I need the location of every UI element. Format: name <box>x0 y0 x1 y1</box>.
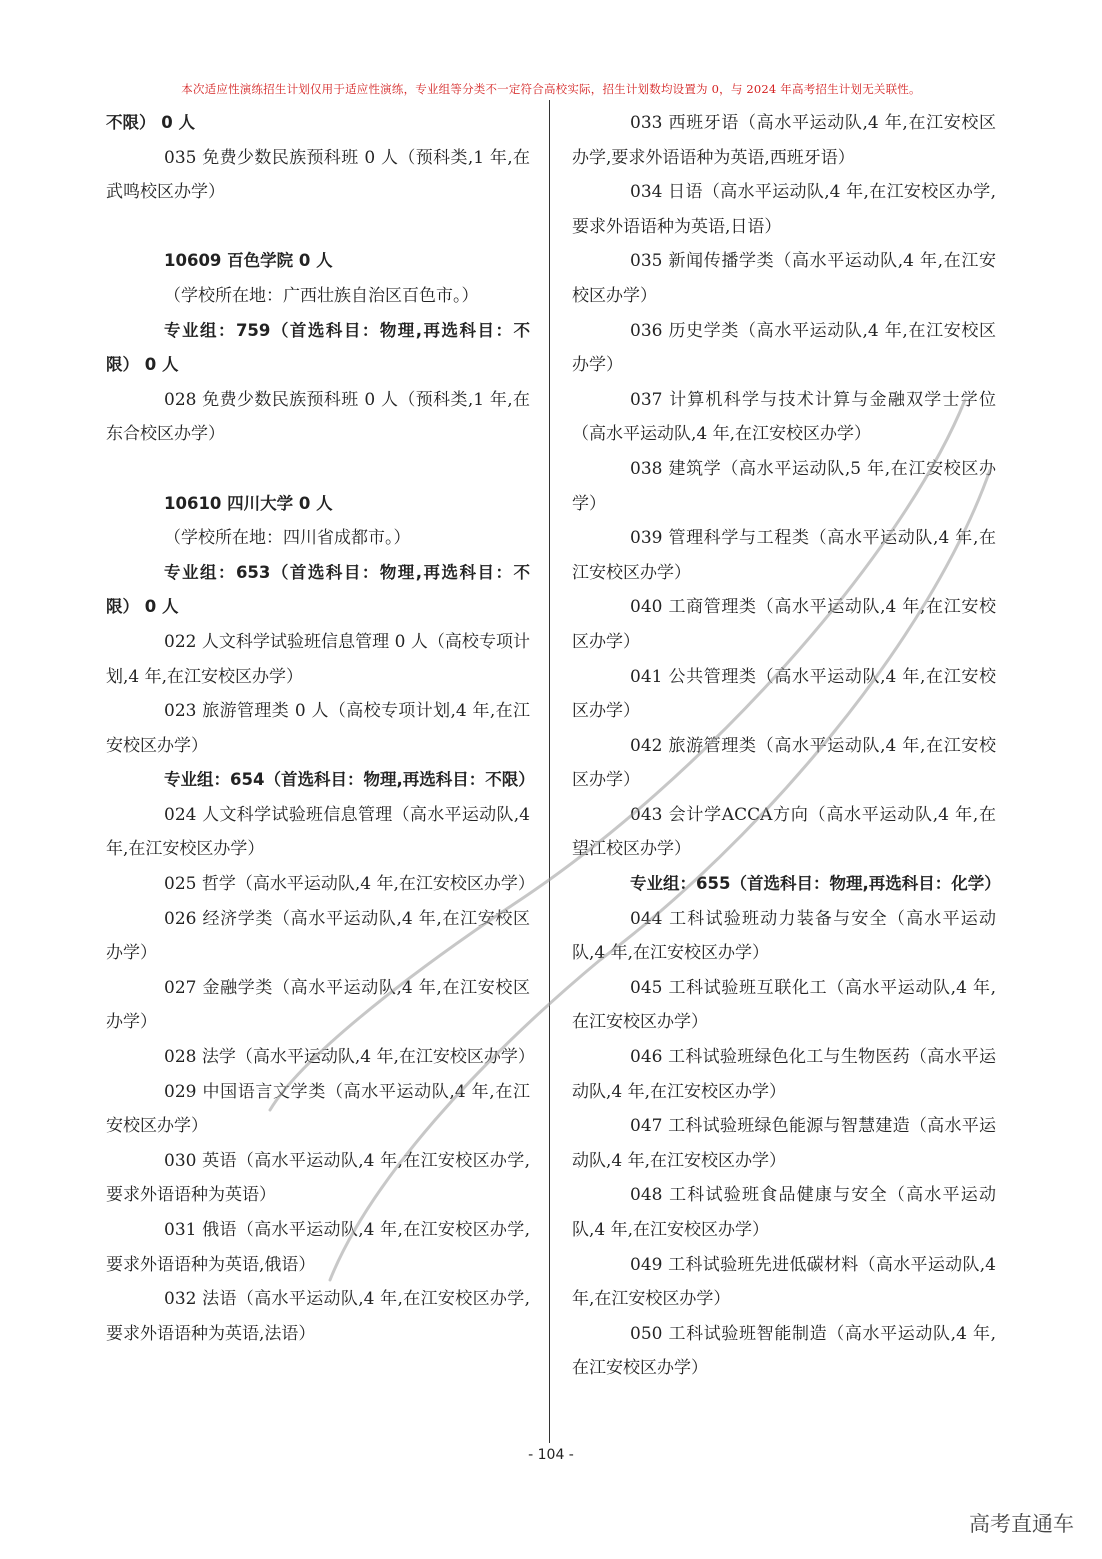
entry-paragraph: 047 工科试验班绿色能源与智慧建造（高水平运动队,4 年,在江安校区办学） <box>572 1116 996 1171</box>
entry-paragraph: （学校所在地：广西壮族自治区百色市。） <box>164 285 479 306</box>
column-divider <box>549 100 550 1443</box>
entry-paragraph: 024 人文科学试验班信息管理（高水平运动队,4 年,在江安校区办学） <box>106 804 530 860</box>
entry-paragraph: 039 管理科学与工程类（高水平运动队,4 年,在江安校区办学） <box>572 528 996 583</box>
entry-paragraph: 029 中国语言文学类（高水平运动队,4 年,在江安校区办学） <box>106 1081 530 1137</box>
spacer <box>106 452 530 487</box>
spacer <box>106 210 530 245</box>
entry-paragraph: 028 免费少数民族预科班 0 人（预科类,1 年,在东合校区办学） <box>106 389 530 445</box>
entry-paragraph: 033 西班牙语（高水平运动队,4 年,在江安校区办学,要求外语语种为英语,西班牙语） <box>572 113 996 168</box>
entry-paragraph: 044 工科试验班动力装备与安全（高水平运动队,4 年,在江安校区办学） <box>572 908 996 964</box>
entry-paragraph: 040 工商管理类（高水平运动队,4 年,在江安校区办学） <box>572 597 996 652</box>
entry-paragraph: 048 工科试验班食品健康与安全（高水平运动队,4 年,在江安校区办学） <box>572 1185 996 1240</box>
section-heading: 专业组：653（首选科目：物理,再选科目：不限） 0 人 <box>106 562 530 617</box>
section-heading: 专业组：655（首选科目：物理,再选科目：化学） <box>630 874 1001 894</box>
entry-paragraph: 023 旅游管理类 0 人（高校专项计划,4 年,在江安校区办学） <box>106 701 530 756</box>
entry-paragraph: 049 工科试验班先进低碳材料（高水平运动队,4 年,在江安校区办学） <box>572 1254 996 1310</box>
section-heading: 专业组：759（首选科目：物理,再选科目：不限） 0 人 <box>106 320 530 375</box>
entry-paragraph: 030 英语（高水平运动队,4 年,在江安校区办学,要求外语语种为英语） <box>106 1150 530 1206</box>
section-heading: 专业组：654（首选科目：物理,再选科目：不限） <box>164 770 535 790</box>
entry-paragraph: 041 公共管理类（高水平运动队,4 年,在江安校区办学） <box>572 666 996 722</box>
entry-paragraph: 036 历史学类（高水平运动队,4 年,在江安校区办学） <box>572 320 996 376</box>
entry-paragraph: 031 俄语（高水平运动队,4 年,在江安校区办学,要求外语语种为英语,俄语） <box>106 1220 530 1275</box>
entry-paragraph: 035 免费少数民族预科班 0 人（预科类,1 年,在武鸣校区办学） <box>106 147 530 203</box>
entry-paragraph: 025 哲学（高水平运动队,4 年,在江安校区办学） <box>164 874 535 895</box>
left-column <box>106 106 535 1351</box>
section-heading: 10609 百色学院 0 人 <box>164 251 333 271</box>
entry-paragraph: 042 旅游管理类（高水平运动队,4 年,在江安校区办学） <box>572 735 996 791</box>
entry-paragraph: 022 人文科学试验班信息管理 0 人（高校专项计划,4 年,在江安校区办学） <box>106 631 530 687</box>
entry-paragraph: 035 新闻传播学类（高水平运动队,4 年,在江安校区办学） <box>572 251 996 306</box>
right-column <box>572 106 1001 1386</box>
entry-paragraph: 046 工科试验班绿色化工与生物医药（高水平运动队,4 年,在江安校区办学） <box>572 1047 996 1102</box>
brand-label: 高考直通车 <box>969 1512 1074 1536</box>
entry-paragraph: （学校所在地：四川省成都市。） <box>164 528 411 549</box>
entry-paragraph: 038 建筑学（高水平运动队,5 年,在江安校区办学） <box>572 458 996 514</box>
entry-paragraph: 028 法学（高水平运动队,4 年,在江安校区办学） <box>164 1047 535 1068</box>
entry-paragraph: 045 工科试验班互联化工（高水平运动队,4 年,在江安校区办学） <box>572 977 996 1033</box>
disclaimer-notice: 本次适应性演练招生计划仅用于适应性演练，专业组等分类不一定符合高校实际，招生计划数均设置为 0，与 2024 年高考招生计划无关联性。 <box>181 82 921 96</box>
entry-paragraph: 026 经济学类（高水平运动队,4 年,在江安校区办学） <box>106 908 530 964</box>
entry-paragraph: 043 会计学ACCA方向（高水平运动队,4 年,在望江校区办学） <box>572 804 996 860</box>
entry-paragraph: 034 日语（高水平运动队,4 年,在江安校区办学,要求外语语种为英语,日语） <box>572 182 996 237</box>
entry-paragraph: 027 金融学类（高水平运动队,4 年,在江安校区办学） <box>106 977 530 1033</box>
section-heading: 不限） 0 人 <box>106 113 195 132</box>
entry-paragraph: 037 计算机科学与技术计算与金融双学士学位（高水平运动队,4 年,在江安校区办学） <box>572 389 996 445</box>
entry-paragraph: 032 法语（高水平运动队,4 年,在江安校区办学,要求外语语种为英语,法语） <box>106 1289 530 1344</box>
entry-paragraph: 050 工科试验班智能制造（高水平运动队,4 年,在江安校区办学） <box>572 1323 996 1379</box>
section-heading: 10610 四川大学 0 人 <box>164 493 333 513</box>
page-number: - 104 - <box>528 1447 574 1463</box>
